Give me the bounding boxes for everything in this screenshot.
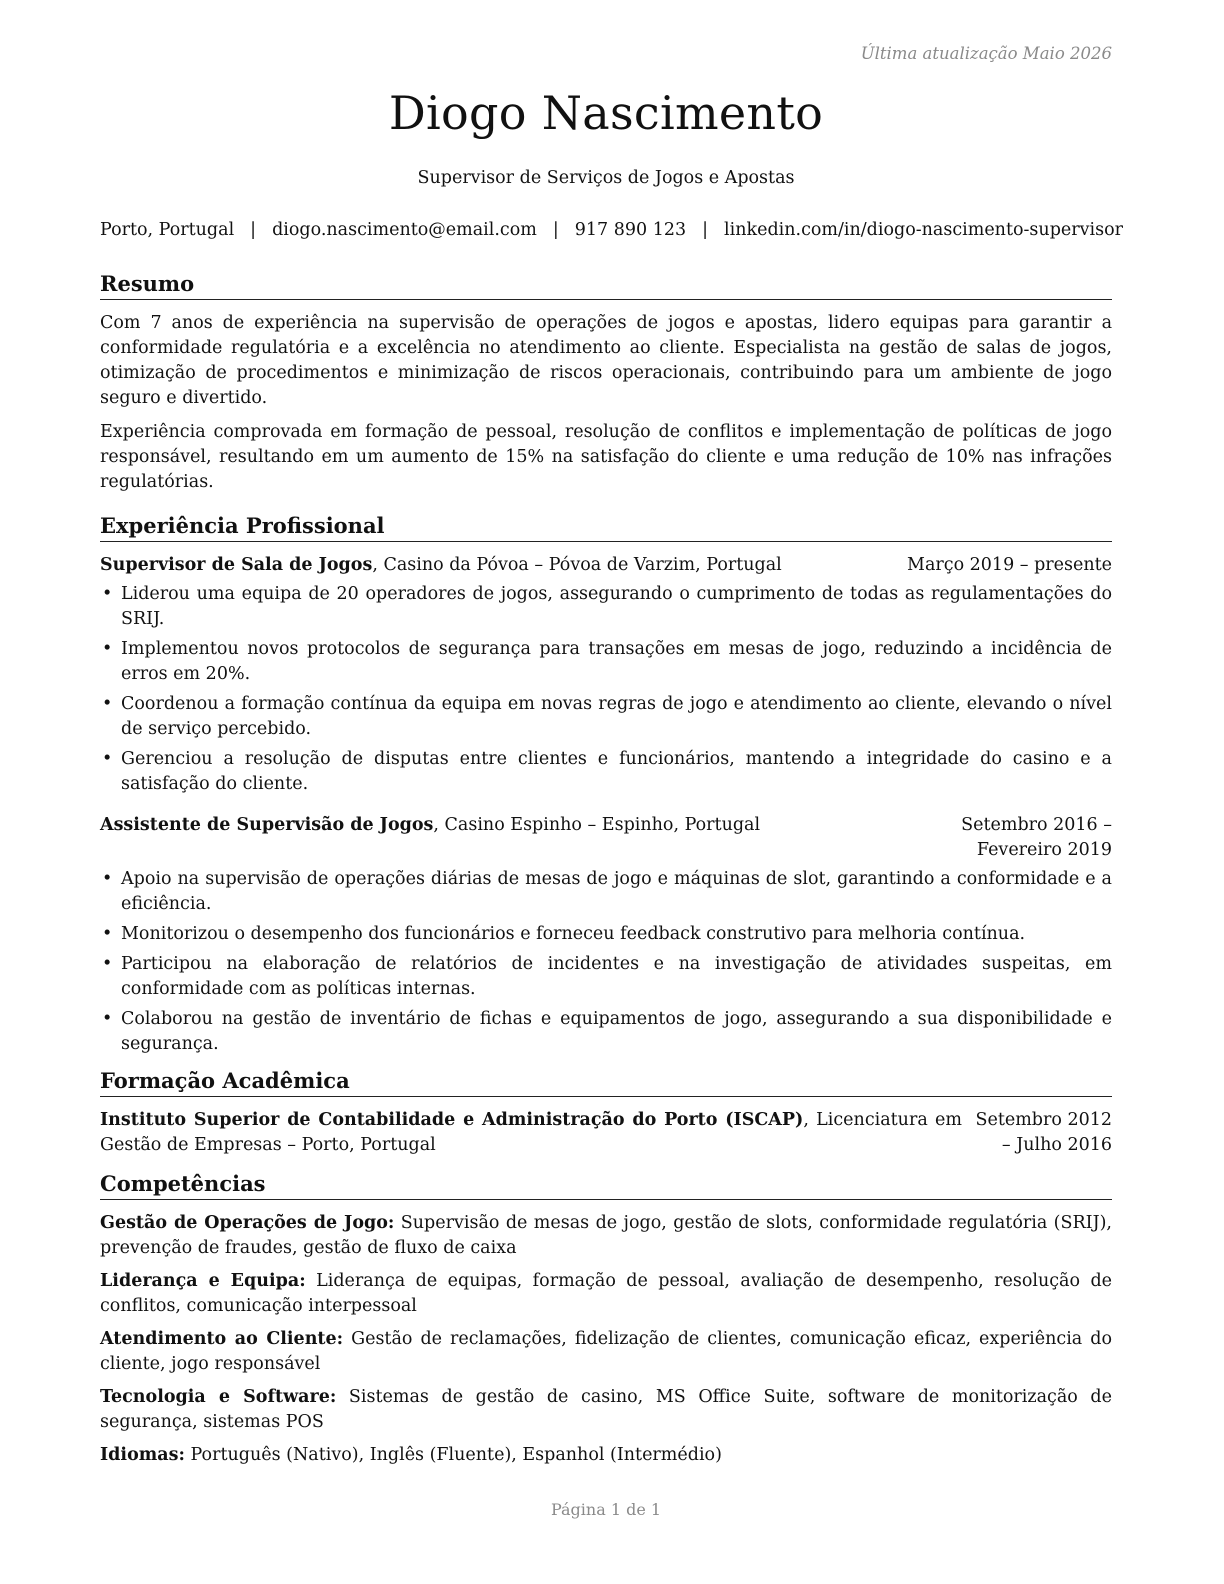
job-dates: Março 2019 – presente: [907, 555, 1112, 575]
skill-label: Tecnologia e Software:: [100, 1387, 337, 1407]
bullet-icon: •: [102, 749, 113, 769]
job-role: Assistente de Supervisão de Jogos: [100, 815, 434, 835]
contact-separator: |: [552, 220, 559, 240]
section-heading-education: Formação Acadêmica: [100, 1067, 1112, 1097]
skill-item: [100, 1269, 1112, 1319]
contact-phone[interactable]: 917 890 123: [574, 220, 687, 240]
job-bullets: [100, 582, 1112, 797]
summary-paragraph: Com 7 anos de experiência na supervisão de operações de jogos e apostas, lidero equipas para garantir a conformidade regulatória e a excelência no atendimento ao cliente. Especialista na gestão de salas de jogos, otimização de procedimentos e minimização de riscos operacionais, contribuindo para um ambiente de jogo seguro e divertido.: [100, 313, 1112, 408]
skill-item: [100, 1211, 1112, 1261]
education-entry: [100, 1108, 1112, 1158]
candidate-name: Diogo Nascimento: [388, 86, 824, 140]
skill-text: Sistemas de gestão de casino, MS Office Suite, software de monitorização de segurança, sistemas POS: [100, 1387, 1112, 1432]
resume-content: [100, 270, 1112, 1476]
job-employer: , Casino Espinho – Espinho, Portugal: [433, 815, 761, 835]
job-dates: Setembro 2016 – Fevereiro 2019: [961, 815, 1112, 860]
contact-location: Porto, Portugal: [100, 220, 235, 240]
job-role: Supervisor de Sala de Jogos: [100, 555, 373, 575]
summary-paragraph: Experiência comprovada em formação de pessoal, resolução de conflitos e implementação de políticas de jogo responsável, resultando em um aumento de 15% na satisfação do cliente e uma redução de 10% nas infrações regulatórias.: [100, 422, 1112, 492]
page-footer: Página 1 de 1: [550, 1500, 662, 1519]
skill-item: [100, 1327, 1112, 1377]
bullet-icon: •: [102, 639, 113, 659]
section-heading-experience: Experiência Profissional: [100, 512, 1112, 542]
skill-label: Liderança e Equipa:: [100, 1271, 306, 1291]
skill-text: Liderança de equipas, formação de pessoal, avaliação de desempenho, resolução de conflitos, comunicação interpessoal: [100, 1271, 1113, 1316]
education-degree: , Licenciatura em Gestão de Empresas – Porto, Portugal: [100, 1110, 962, 1155]
job-bullets: [100, 867, 1112, 1057]
resume-page: [100, 0, 1123, 1584]
job-header: [100, 813, 1112, 863]
job-bullet: • Coordenou a formação contínua da equipa em novas regras de jogo e atendimento ao cliente, elevando o nível de serviço percebido.: [102, 694, 1112, 739]
bullet-icon: •: [102, 924, 113, 944]
skill-text: Supervisão de mesas de jogo, gestão de slots, conformidade regulatória (SRIJ), prevenção de fraudes, gestão de fluxo de caixa: [100, 1213, 1112, 1258]
job-employer: , Casino da Póvoa – Póvoa de Varzim, Portugal: [372, 555, 782, 575]
contact-separator: |: [702, 220, 709, 240]
job-bullet: • Gerenciou a resolução de disputas entre clientes e funcionários, mantendo a integridade do casino e a satisfação do cliente.: [102, 749, 1112, 794]
job-bullet: • Apoio na supervisão de operações diárias de mesas de jogo e máquinas de slot, garantindo a conformidade e a eficiência.: [102, 869, 1112, 914]
job-bullet: • Colaborou na gestão de inventário de fichas e equipamentos de jogo, assegurando a sua disponibilidade e segurança.: [102, 1009, 1112, 1054]
bullet-icon: •: [102, 954, 113, 974]
last-updated: Última atualização Maio 2026: [860, 44, 1112, 63]
skill-text: Português (Nativo), Inglês (Fluente), Espanhol (Intermédio): [184, 1445, 722, 1465]
skill-item: [100, 1443, 1112, 1468]
skill-label: Idiomas:: [100, 1445, 185, 1465]
bullet-icon: •: [102, 694, 113, 714]
section-heading-skills: Competências: [100, 1170, 1112, 1200]
section-heading-summary: Resumo: [100, 270, 1112, 300]
contact-line: [100, 220, 1123, 240]
job-bullet: • Participou na elaboração de relatórios de incidentes e na investigação de atividades suspeitas, em conformidade com as políticas internas.: [102, 954, 1112, 999]
bullet-icon: •: [102, 869, 113, 889]
education-institution: Instituto Superior de Contabilidade e Administração do Porto (ISCAP): [100, 1110, 804, 1130]
job-bullet: • Liderou uma equipa de 20 operadores de jogos, assegurando o cumprimento de todas as regulamentações do SRIJ.: [102, 584, 1112, 629]
education-dates: Setembro 2012 – Julho 2016: [975, 1110, 1112, 1155]
job-bullet: • Implementou novos protocolos de segurança para transações em mesas de jogo, reduzindo a incidência de erros em 20%.: [102, 639, 1112, 684]
contact-email[interactable]: diogo.nascimento@email.com: [272, 220, 537, 240]
skill-item: [100, 1385, 1112, 1435]
skill-label: Gestão de Operações de Jogo:: [100, 1213, 395, 1233]
contact-linkedin[interactable]: linkedin.com/in/diogo-nascimento-supervisor: [724, 220, 1123, 240]
bullet-icon: •: [102, 1009, 113, 1029]
job-bullet: • Monitorizou o desempenho dos funcionários e forneceu feedback construtivo para melhoria contínua.: [100, 922, 1112, 947]
bullet-icon: •: [102, 584, 113, 604]
candidate-title: Supervisor de Serviços de Jogos e Apostas: [417, 168, 795, 188]
skill-text: Gestão de reclamações, fidelização de clientes, comunicação eficaz, experiência do cliente, jogo responsável: [100, 1329, 1112, 1374]
skill-label: Atendimento ao Cliente:: [100, 1329, 344, 1349]
job-header: [100, 553, 1112, 578]
contact-separator: |: [250, 220, 257, 240]
